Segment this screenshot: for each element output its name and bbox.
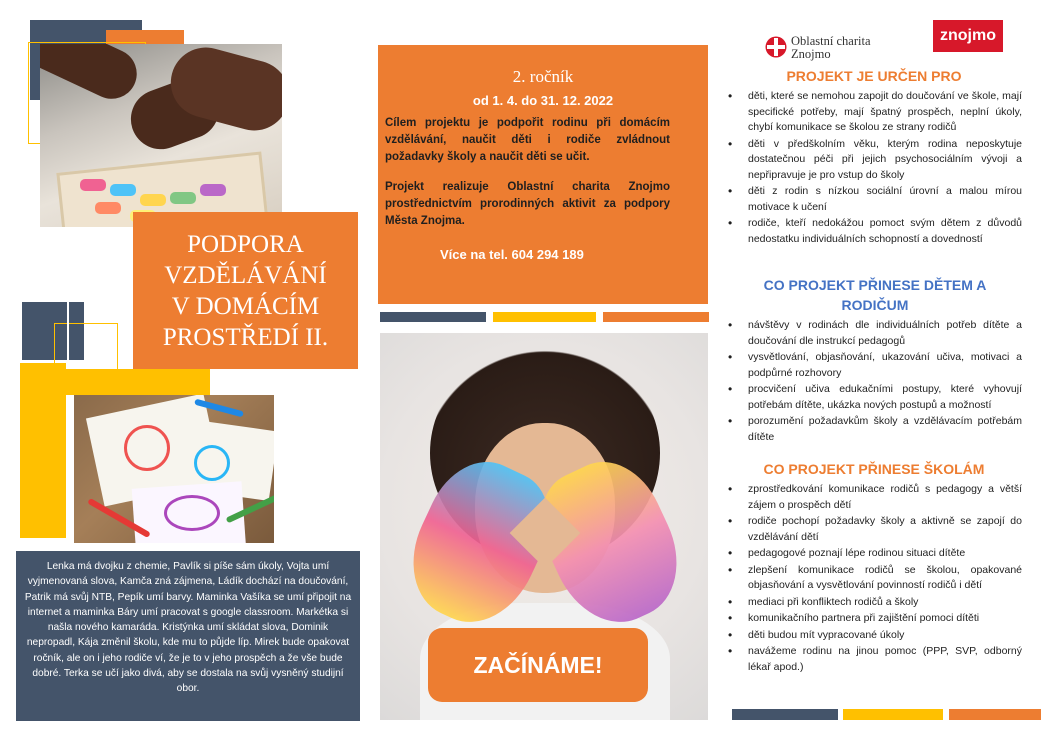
deco-yellow-block-mid xyxy=(66,369,210,395)
charita-name-line2: Znojmo xyxy=(791,47,831,61)
list-item: • děti z rodin s nízkou sociální úrovní a malou mírou motivace k učení xyxy=(726,184,1022,215)
list-benefits-schools xyxy=(726,482,1022,676)
list-item: • zprostředkování komunikace rodičů s pedagogy a větší zájem o prospěch dětí xyxy=(726,482,1022,513)
project-goal: Cílem projektu je podpořit rodinu při domácím vzdělávání, naučit děti i rodiče zvládnout požadavky školy a naučit děti se učit. xyxy=(385,117,670,163)
list-item: • návštěvy v rodinách dle individuálních potřeb dítěte a doučování dle instrukcí pedagogů xyxy=(726,318,1022,349)
deco-strip-navy xyxy=(380,312,486,322)
deco-line-left xyxy=(67,302,69,362)
list-item: • vysvětlování, objasňování, ukazování učiva, motivaci a podpůrné rozhovory xyxy=(726,350,1022,381)
charita-cross-icon xyxy=(765,36,787,58)
project-organizer: Projekt realizuje Oblastní charita Znojmo prostřednictvím prorodinných aktivit za podpory Města Znojma. xyxy=(385,181,670,227)
success-stories xyxy=(16,551,360,721)
title-line: VZDĚLÁVÁNÍ xyxy=(164,261,327,289)
list-item: • mediaci při konfliktech rodičů a školy xyxy=(726,595,1022,611)
deco-strip-orange xyxy=(603,312,709,322)
edition: 2. ročník xyxy=(512,67,574,86)
list-benefits-families xyxy=(726,318,1022,446)
deco-strip-navy-bottom xyxy=(732,709,838,720)
list-item: • děti v předškolním věku, kterým rodina neposkytuje dostatečnou péči při jejich psychosociálním vývoji a nepřipravuje je pro vstup do školy xyxy=(726,137,1022,184)
list-item: • děti budou mít vypracované úkoly xyxy=(726,628,1022,644)
section-title-target-group: PROJEKT JE URČEN PRO xyxy=(786,68,962,84)
deco-strip-orange-bottom xyxy=(949,709,1041,720)
charita-logo xyxy=(765,32,905,62)
title-line: V DOMÁCÍM xyxy=(171,292,320,320)
deco-strip-yellow xyxy=(493,312,596,322)
deco-yellow-block-left xyxy=(20,363,66,538)
list-item: • rodiče pochopí požadavky školy a aktivně se zapojí do vzdělávání dětí xyxy=(726,514,1022,545)
photo-child-hands-chalk xyxy=(40,44,282,227)
list-item: • pedagogové poznají lépe rodinou situaci dítěte xyxy=(726,546,1022,562)
start-badge xyxy=(428,628,648,702)
title-line: PROSTŘEDÍ II. xyxy=(162,323,329,351)
contact-phone: Více na tel. 604 294 189 xyxy=(440,247,584,262)
project-info-box xyxy=(378,45,708,304)
project-dates: od 1. 4. do 31. 12. 2022 xyxy=(472,93,614,108)
list-item: • porozumění požadavkům školy a vzdělávacím potřebám dítěte xyxy=(726,414,1022,445)
section-title-benefits-schools: CO PROJEKT PŘINESE ŠKOLÁM xyxy=(763,461,985,477)
charita-name-line1: Oblastní charita xyxy=(791,34,871,48)
start-label: ZAČÍNÁME! xyxy=(473,651,603,678)
znojmo-logo-text: znojmo xyxy=(940,27,996,44)
list-item: • zlepšení komunikace rodičů se školou, opakované objasňování a vysvětlování povinností rodičů i dětí xyxy=(726,563,1022,594)
photo-children-drawing xyxy=(74,395,274,543)
deco-strip-yellow-bottom xyxy=(843,709,943,720)
list-item: • rodiče, kteří nedokážou pomoct svým dětem z důvodů nedostatku individuálních schopností a dovedností xyxy=(726,216,1022,247)
list-item: • procvičení učiva edukačními postupy, které vyhovují potřebám dítěte, ukázka nových postupů a možností xyxy=(726,382,1022,413)
list-item: • komunikačního partnera při zajištění pomoci dítěti xyxy=(726,611,1022,627)
list-target-group xyxy=(726,89,1022,248)
section-title-benefits-families: CO PROJEKT PŘINESE DĚTEM A RODIČUM xyxy=(763,277,987,313)
title-line: PODPORA xyxy=(187,230,304,258)
project-title xyxy=(133,212,358,369)
znojmo-city-logo xyxy=(933,20,1003,52)
list-item: • děti, které se nemohou zapojit do doučování ve škole, mají specifické potřeby, mají špatný prospěch, neplní úkoly, chybí komunikace se školou ze strany rodičů xyxy=(726,89,1022,136)
list-item: • navážeme rodinu na jinou pomoc (PPP, SVP, odborný lékař apod.) xyxy=(726,644,1022,675)
story-text: Lenka má dvojku z chemie, Pavlík si píše sám úkoly, Vojta umí vyjmenovaná slova, Kamča zná zájmena, Ládík dochází na doučování, Patrik má svůj NTB, Pepík umí barvy. Maminka Vašíka se umí připojit na internet a maminka Báry umí pracovat s google classroom. Markétka si našla nového kamaráda. Kristýnka umí skládat slova, Dominik nepropadl, Kája změnil školu, kde mu to půjde líp. Mirek bude opakovat ročník, ale on i jeho rodiče ví, že je to v jeho prospěch a že vše bude dobré. Terka se učí jako divá, aby se dostala na svůj vysněný studijní obor. xyxy=(24,561,352,695)
